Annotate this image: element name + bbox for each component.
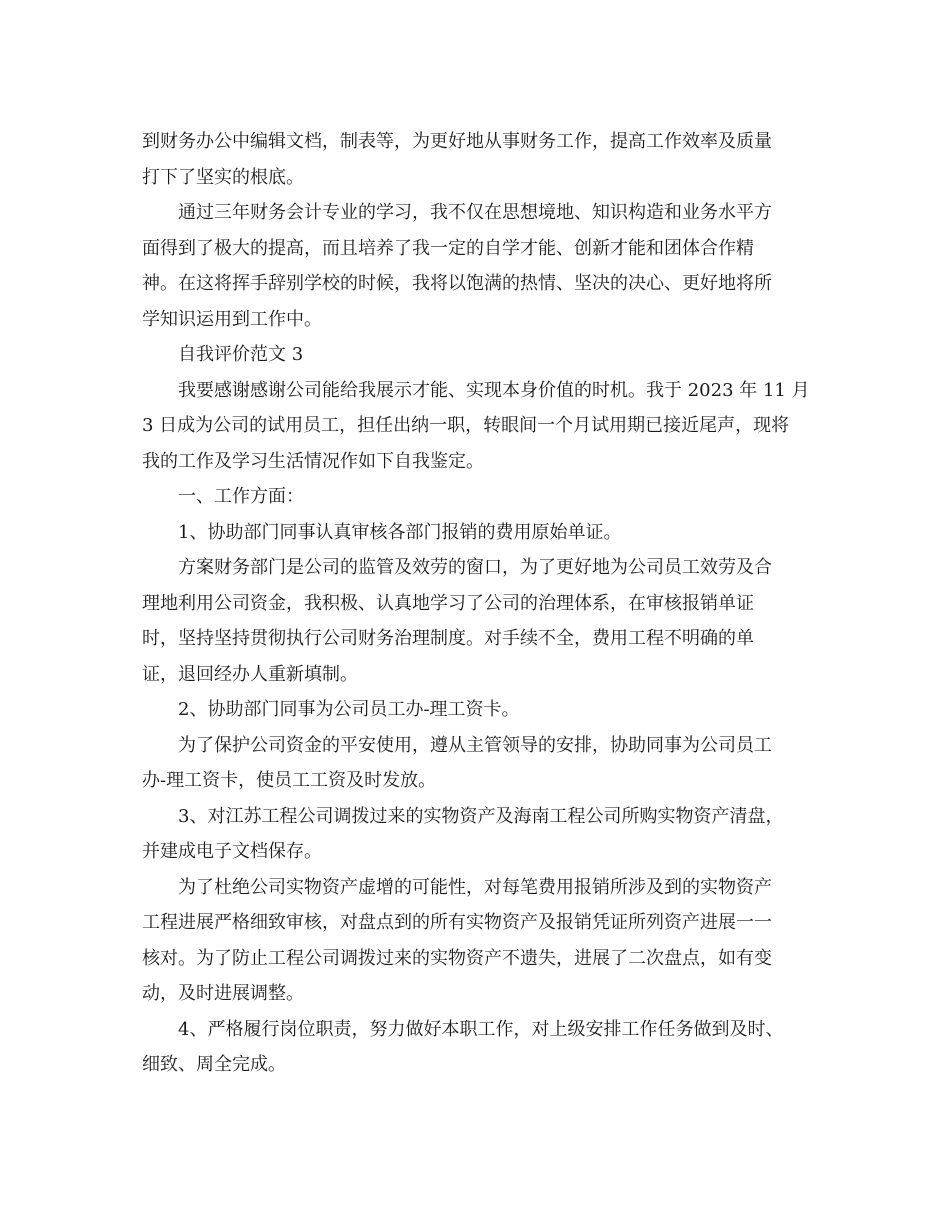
text-line: 核对。为了防止工程公司调拨过来的实物资产不遗失，进展了二次盘点，如有变 xyxy=(142,947,772,969)
document-body xyxy=(142,124,810,1083)
text-line: 工程进展严格细致审核，对盘点到的所有实物资产及报销凭证所列资产进展一一 xyxy=(142,912,772,933)
text-line: 我要感谢感谢公司能给我展示才能、实现本身价值的时机。我于 2023 年 11 月 xyxy=(178,379,810,401)
text-line: 为了保护公司资金的平安使用，遵从主管领导的安排，协助同事为公司员工 xyxy=(178,734,772,756)
text-line: 方案财务部门是公司的监管及效劳的窗口，为了更好地为公司员工效劳及合 xyxy=(178,557,772,578)
text-line: 证，退回经办人重新填制。 xyxy=(142,663,358,685)
list-item-heading: 2、协助部门同事为公司员工办-理工资卡。 xyxy=(178,699,520,720)
list-item-heading: 4、严格履行岗位职责，努力做好本职工作，对上级安排工作任务做到及时、 xyxy=(178,1018,784,1040)
text-line: 打下了坚实的根底。 xyxy=(142,166,304,188)
text-line: 我的工作及学习生活情况作如下自我鉴定。 xyxy=(142,450,484,472)
text-line: 时，坚持坚持贯彻执行公司财务治理制度。对手续不全，费用工程不明确的单 xyxy=(142,628,754,649)
text-line: 细致、周全完成。 xyxy=(142,1054,286,1075)
text-line: 动，及时进展调整。 xyxy=(142,983,304,1004)
text-line: 理地利用公司资金，我积极、认真地学习了公司的治理体系，在审核报销单证 xyxy=(142,592,754,614)
section-heading: 一、工作方面： xyxy=(178,486,304,507)
text-line: 学知识运用到工作中。 xyxy=(142,308,322,330)
text-line: 为了杜绝公司实物资产虚增的可能性，对每笔费用报销所涉及到的实物资产 xyxy=(178,876,772,898)
text-line: 并建成电子文档保存。 xyxy=(142,841,322,862)
list-item-heading: 1、协助部门同事认真审核各部门报销的费用原始单证。 xyxy=(178,521,622,543)
text-line: 到财务办公中编辑文档，制表等，为更好地从事财务工作，提高工作效率及质量 xyxy=(142,131,772,152)
list-item-heading: 3、对江苏工程公司调拨过来的实物资产及海南工程公司所购实物资产清盘， xyxy=(178,805,784,827)
section-heading: 自我评价范文 3 xyxy=(178,344,304,365)
text-line: 办-理工资卡，使员工工资及时发放。 xyxy=(142,770,437,791)
text-line: 通过三年财务会计专业的学习，我不仅在思想境地、知识构造和业务水平方 xyxy=(178,202,772,223)
text-line: 3 日成为公司的试用员工，担任出纳一职，转眼间一个月试用期已接近尾声，现将 xyxy=(142,415,790,436)
text-line: 神。在这将挥手辞别学校的时候，我将以饱满的热情、坚决的决心、更好地将所 xyxy=(142,273,772,294)
text-line: 面得到了极大的提高，而且培养了我一定的自学才能、创新才能和团体合作精 xyxy=(142,237,754,259)
